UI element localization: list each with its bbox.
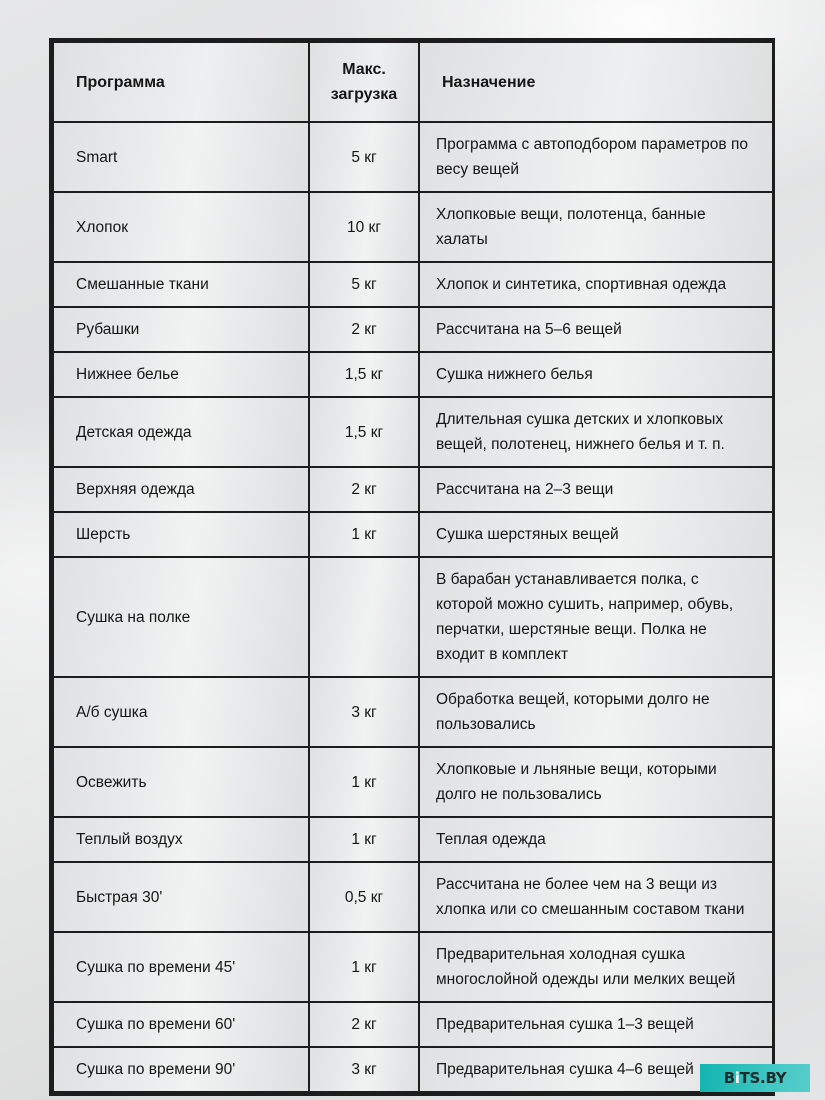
column-header-max-load — [309, 42, 419, 122]
cell-program: Шерсть — [53, 512, 309, 557]
cell-purpose: Предварительная сушка 4–6 вещей — [419, 1047, 773, 1092]
cell-purpose: Теплая одежда — [419, 817, 773, 862]
cell-program: Сушка по времени 90' — [53, 1047, 309, 1092]
table-row — [53, 512, 773, 557]
cell-max-load: 2 кг — [309, 467, 419, 512]
cell-purpose: Сушка шерстяных вещей — [419, 512, 773, 557]
cell-purpose: Хлопковые вещи, полотенца, банные халаты — [419, 192, 773, 262]
cell-program: Нижнее белье — [53, 352, 309, 397]
column-header-max-load-line2: загрузка — [330, 86, 398, 103]
site-watermark-logo — [700, 1064, 810, 1092]
cell-purpose: Рассчитана на 2–3 вещи — [419, 467, 773, 512]
table-row — [53, 862, 773, 932]
cell-program: Рубашки — [53, 307, 309, 352]
cell-program: Сушка по времени 45' — [53, 932, 309, 1002]
table-row — [53, 192, 773, 262]
cell-purpose: Программа с автоподбором параметров по весу вещей — [419, 122, 773, 192]
table-row — [53, 397, 773, 467]
table-row — [53, 122, 773, 192]
cell-program: Теплый воздух — [53, 817, 309, 862]
cell-max-load: 3 кг — [309, 1047, 419, 1092]
cell-program: Быстрая 30' — [53, 862, 309, 932]
cell-purpose: Рассчитана не более чем на 3 вещи из хлопка или со смешанным составом ткани — [419, 862, 773, 932]
table-row — [53, 1047, 773, 1092]
cell-program: Смешанные ткани — [53, 262, 309, 307]
cell-max-load: 1 кг — [309, 747, 419, 817]
cell-purpose: Длительная сушка детских и хлопковых вещей, полотенец, нижнего белья и т. п. — [419, 397, 773, 467]
cell-program: Smart — [53, 122, 309, 192]
cell-purpose: Предварительная холодная сушка многослойной одежды или мелких вещей — [419, 932, 773, 1002]
table-row — [53, 747, 773, 817]
cell-program: Сушка по времени 60' — [53, 1002, 309, 1047]
table-row — [53, 557, 773, 677]
cell-program: Хлопок — [53, 192, 309, 262]
cell-max-load: 5 кг — [309, 122, 419, 192]
watermark-text-after: TS.BY — [739, 1068, 787, 1087]
table-row — [53, 677, 773, 747]
table-header — [53, 42, 773, 122]
cell-max-load: 2 кг — [309, 307, 419, 352]
cell-program: Сушка на полке — [53, 557, 309, 677]
watermark-text-before: B — [723, 1068, 735, 1087]
table-row — [53, 352, 773, 397]
watermark-text — [723, 1068, 787, 1087]
column-header-purpose: Назначение — [419, 42, 773, 122]
cell-max-load: 1 кг — [309, 512, 419, 557]
cell-purpose: Хлопок и синтетика, спортивная одежда — [419, 262, 773, 307]
cell-program: Верхняя одежда — [53, 467, 309, 512]
cell-program: Освежить — [53, 747, 309, 817]
cell-max-load: 0,5 кг — [309, 862, 419, 932]
cell-max-load: 1,5 кг — [309, 352, 419, 397]
table-row — [53, 817, 773, 862]
table-header-row — [53, 42, 773, 122]
cell-max-load: 1 кг — [309, 817, 419, 862]
cell-max-load: 1 кг — [309, 932, 419, 1002]
cell-purpose: Предварительная сушка 1–3 вещей — [419, 1002, 773, 1047]
cell-max-load: 3 кг — [309, 677, 419, 747]
table-row — [53, 307, 773, 352]
column-header-program: Программа — [53, 42, 309, 122]
programs-table-container — [49, 38, 775, 1096]
cell-purpose: Обработка вещей, которыми долго не пользовались — [419, 677, 773, 747]
watermark-text-highlight: i — [734, 1068, 740, 1087]
cell-purpose: В барабан устанавливается полка, с которой можно сушить, например, обувь, перчатки, шерстяные вещи. Полка не входит в комплект — [419, 557, 773, 677]
cell-program: А/б сушка — [53, 677, 309, 747]
column-header-max-load-line1: Макс. — [342, 61, 386, 78]
programs-table — [52, 41, 774, 1093]
cell-max-load: 2 кг — [309, 1002, 419, 1047]
table-row — [53, 1002, 773, 1047]
cell-purpose: Хлопковые и льняные вещи, которыми долго не пользовались — [419, 747, 773, 817]
table-row — [53, 262, 773, 307]
cell-max-load: 1,5 кг — [309, 397, 419, 467]
cell-program: Детская одежда — [53, 397, 309, 467]
cell-max-load — [309, 557, 419, 677]
table-row — [53, 467, 773, 512]
table-body — [53, 122, 773, 1092]
cell-purpose: Сушка нижнего белья — [419, 352, 773, 397]
cell-purpose: Рассчитана на 5–6 вещей — [419, 307, 773, 352]
cell-max-load: 5 кг — [309, 262, 419, 307]
cell-max-load: 10 кг — [309, 192, 419, 262]
table-row — [53, 932, 773, 1002]
